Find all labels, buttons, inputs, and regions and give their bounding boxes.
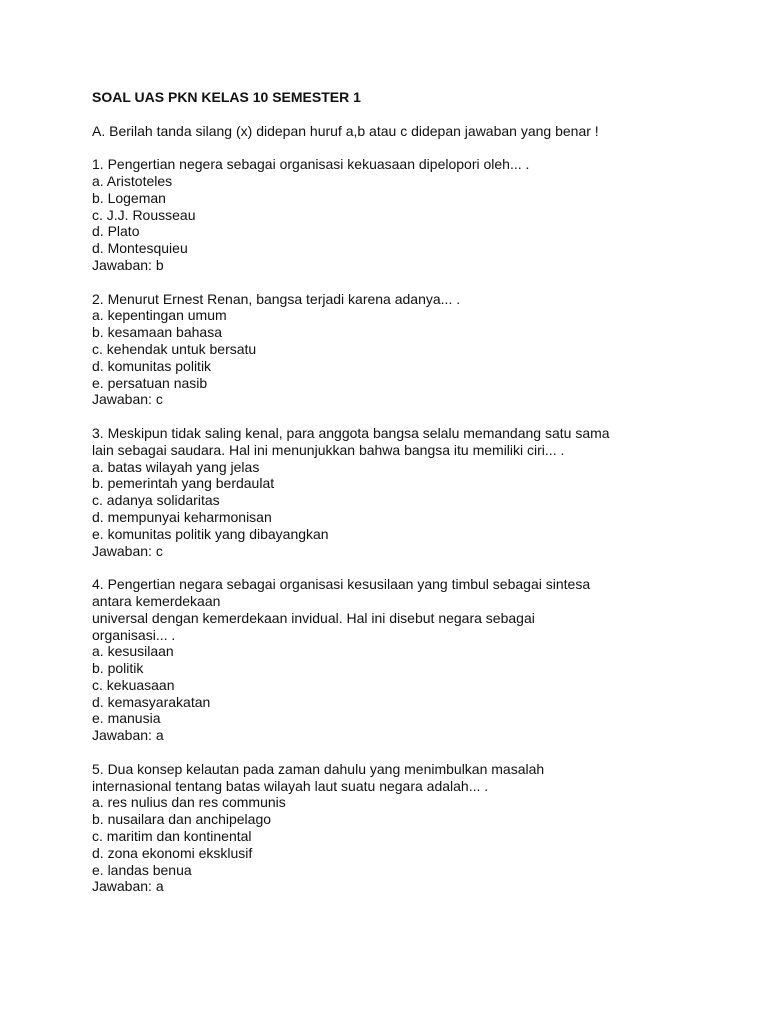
spacer [92, 559, 692, 576]
answer-option: d. mempunyai keharmonisan [92, 508, 272, 525]
answer-option: a. Aristoteles [92, 172, 173, 189]
answer-option: e. manusia [92, 710, 161, 727]
answer-option: a. batas wilayah yang jelas [92, 458, 260, 475]
answer-option: b. politik [92, 660, 144, 677]
answer-option: d. zona ekonomi eksklusif [92, 844, 253, 861]
question-text: antara kemerdekaan [92, 592, 221, 609]
question-block [92, 425, 692, 559]
question-text: organisasi... . [92, 626, 176, 643]
answer-option: a. res nulius dan res communis [92, 794, 286, 811]
spacer [92, 139, 692, 156]
answer-option: c. kehendak untuk bersatu [92, 340, 257, 357]
spacer [92, 106, 692, 123]
answer-option: e. komunitas politik yang dibayangkan [92, 525, 329, 542]
answer-key: Jawaban: a [92, 878, 164, 895]
answer-option: d. kemasyarakatan [92, 693, 211, 710]
answer-option: d. Montesquieu [92, 240, 188, 257]
question-text: 5. Dua konsep kelautan pada zaman dahulu yang menimbulkan masalah [92, 760, 545, 777]
answer-option: a. kesusilaan [92, 643, 174, 660]
question-block [92, 761, 692, 895]
answer-option: a. kepentingan umum [92, 307, 227, 324]
answer-option: c. kekuasaan [92, 676, 175, 693]
document-content [92, 89, 692, 895]
spacer [92, 744, 692, 761]
question-text: 1. Pengertian negera sebagai organisasi kekuasaan dipelopori oleh... . [92, 156, 530, 173]
answer-option: e. persatuan nasib [92, 374, 208, 391]
question-text: 2. Menurut Ernest Renan, bangsa terjadi karena adanya... . [92, 290, 461, 307]
question-text: lain sebagai saudara. Hal ini menunjukkan bahwa bangsa itu memiliki ciri... . [92, 441, 565, 458]
instruction-text: A. Berilah tanda silang (x) didepan huruf a,b atau c didepan jawaban yang benar ! [92, 122, 599, 139]
answer-option: b. kesamaan bahasa [92, 324, 222, 341]
answer-key: Jawaban: a [92, 727, 164, 744]
answer-option: c. J.J. Rousseau [92, 206, 196, 223]
answer-option: c. maritim dan kontinental [92, 828, 252, 845]
answer-option: b. Logeman [92, 189, 166, 206]
answer-option: d. Plato [92, 223, 140, 240]
spacer [92, 274, 692, 291]
answer-key: Jawaban: c [92, 542, 163, 559]
question-text: 4. Pengertian negara sebagai organisasi kesusilaan yang timbul sebagai sintesa [92, 576, 591, 593]
question-text: universal dengan kemerdekaan invidual. Hal ini disebut negara sebagai [92, 609, 535, 626]
question-block [92, 576, 692, 744]
answer-option: b. pemerintah yang berdaulat [92, 475, 275, 492]
question-text: internasional tentang batas wilayah laut suatu negara adalah... . [92, 777, 489, 794]
answer-option: e. landas benua [92, 861, 192, 878]
answer-option: c. adanya solidaritas [92, 492, 220, 509]
answer-option: b. nusailara dan anchipelago [92, 811, 272, 828]
answer-key: Jawaban: b [92, 256, 164, 273]
question-text: 3. Meskipun tidak saling kenal, para anggota bangsa selalu memandang satu sama [92, 424, 610, 441]
answer-key: Jawaban: c [92, 391, 163, 408]
question-block [92, 156, 692, 274]
question-block [92, 291, 692, 409]
answer-option: d. komunitas politik [92, 357, 212, 374]
question-list [92, 156, 692, 895]
document-title: SOAL UAS PKN KELAS 10 SEMESTER 1 [92, 89, 361, 105]
spacer [92, 408, 692, 425]
